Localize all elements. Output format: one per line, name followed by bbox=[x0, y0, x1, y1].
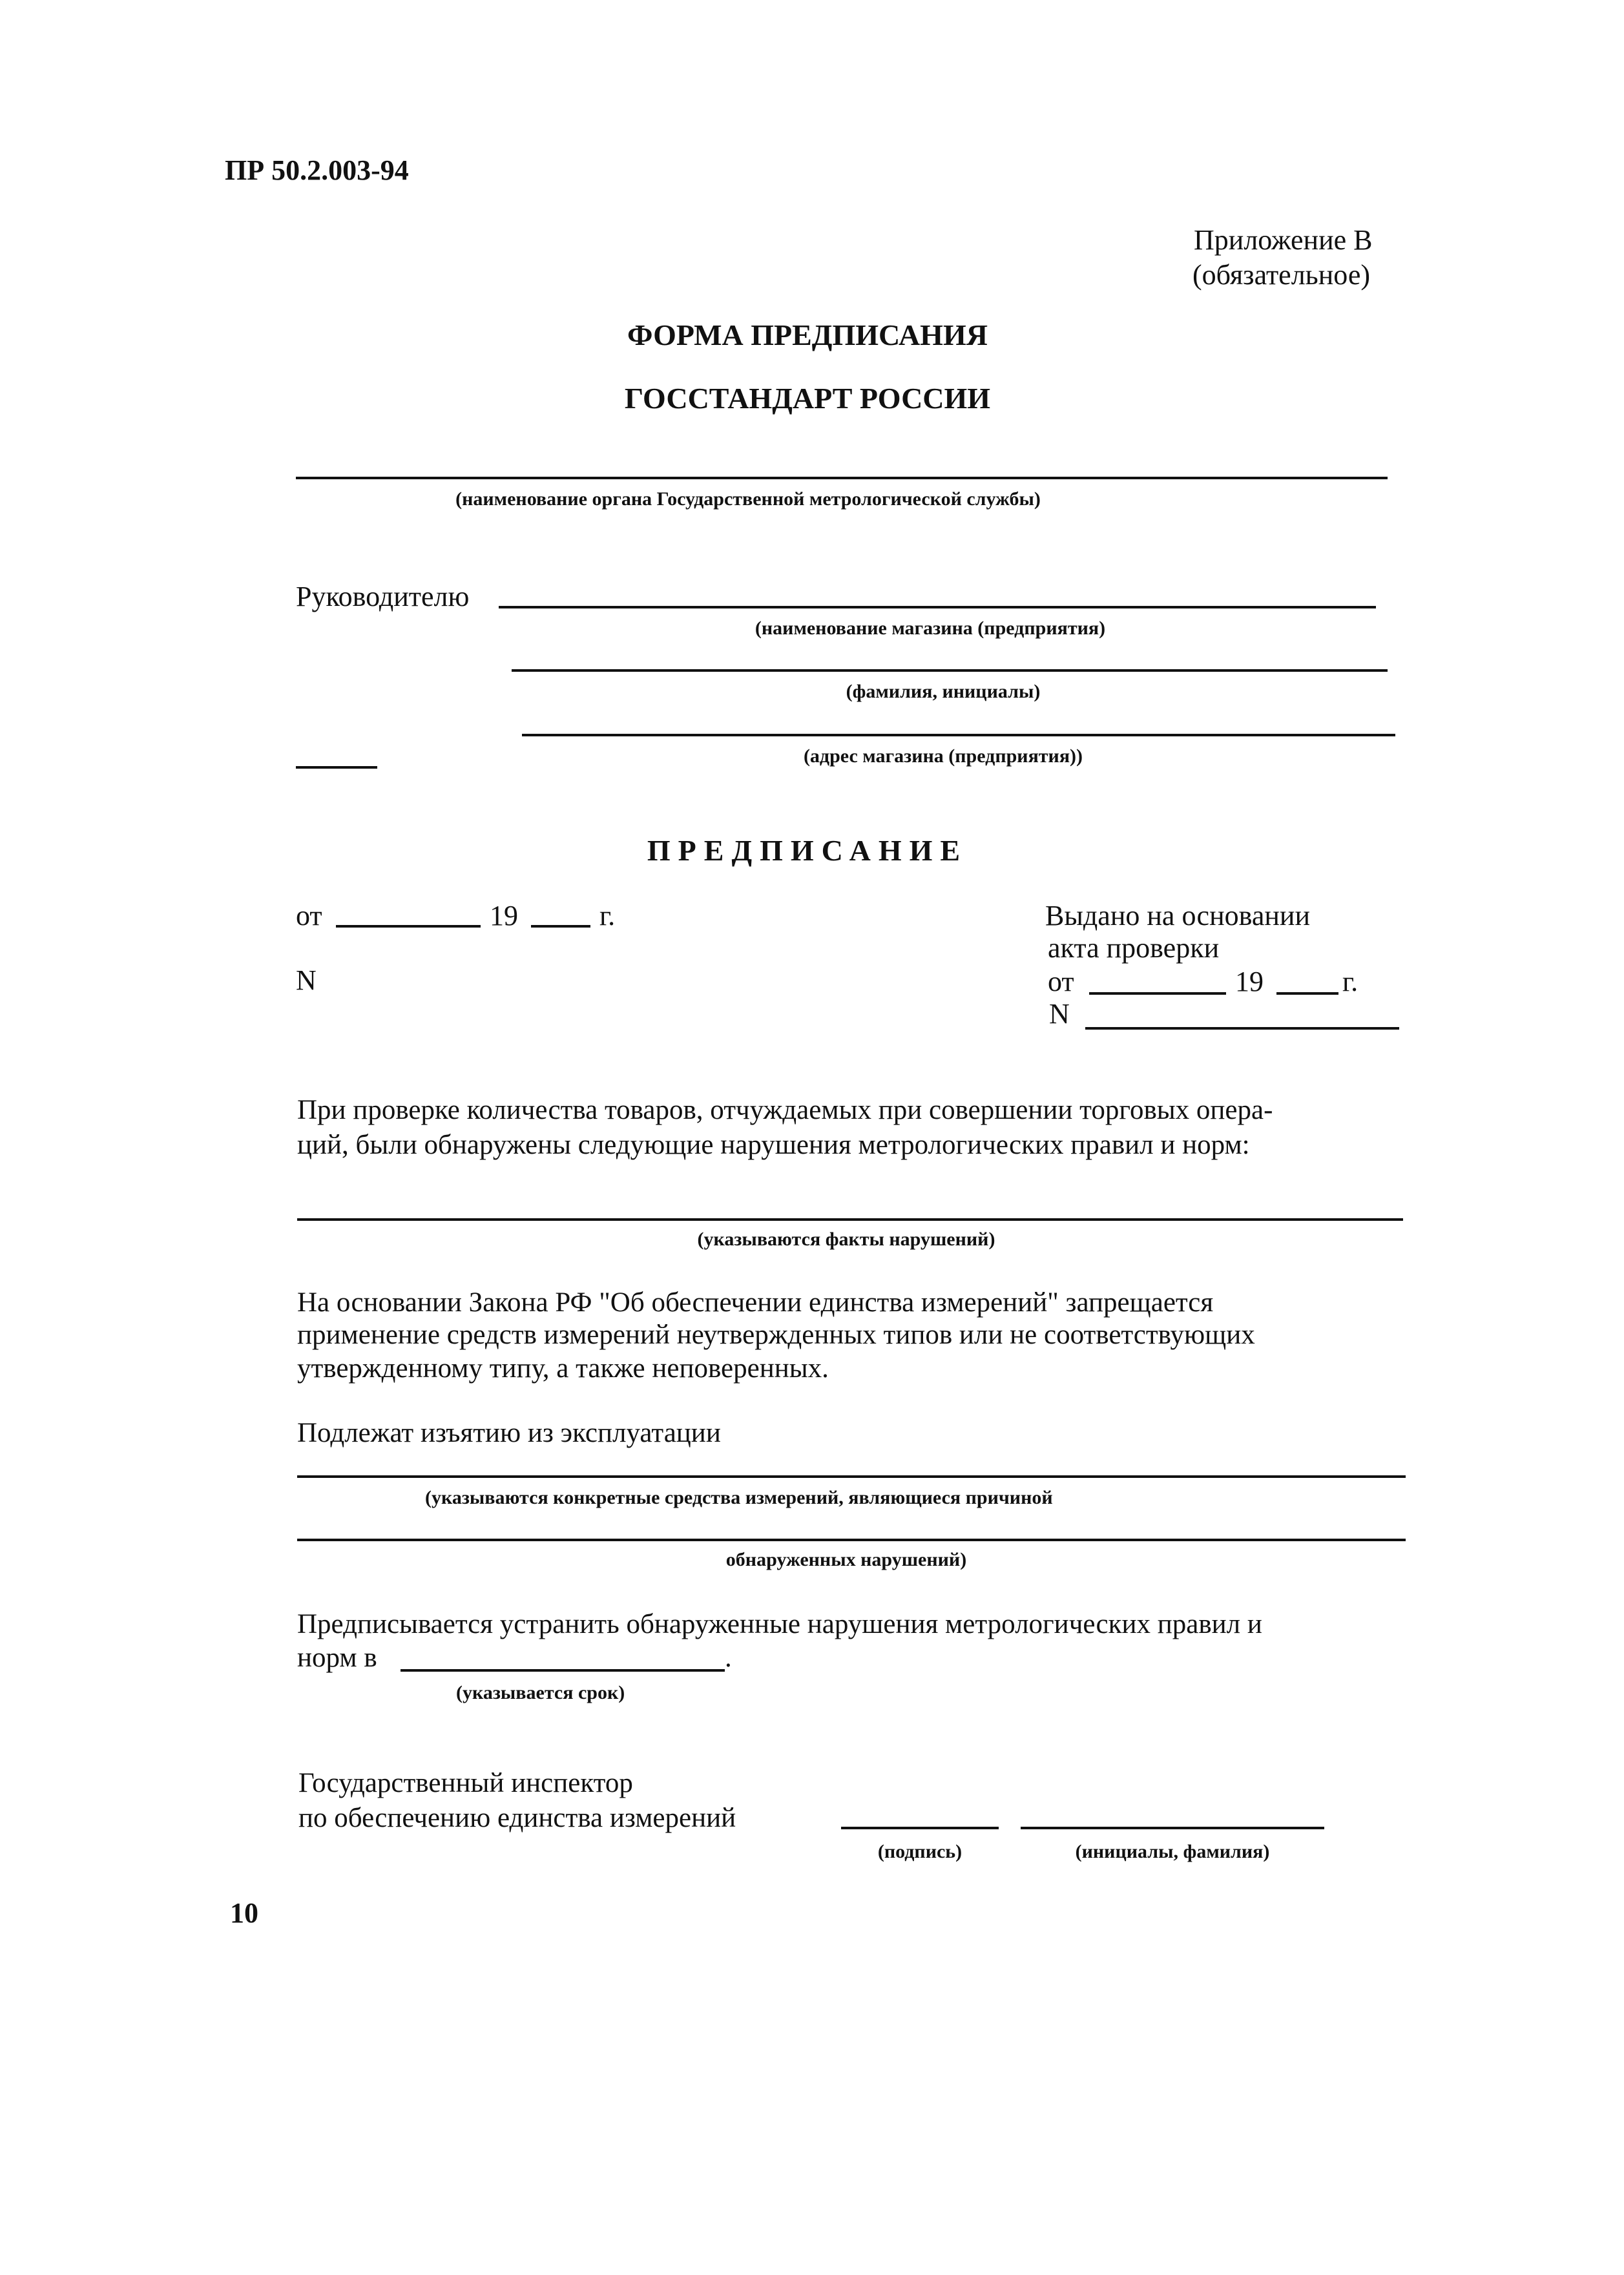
shop-name-line bbox=[499, 606, 1376, 608]
deadline-period: . bbox=[725, 1643, 732, 1673]
order-title: ПРЕДПИСАНИЕ bbox=[647, 834, 968, 867]
inspector-name-line bbox=[1021, 1827, 1324, 1829]
act-date-line bbox=[1089, 992, 1226, 995]
signature-line bbox=[841, 1827, 999, 1829]
order-date-from: от bbox=[296, 900, 322, 931]
page-number: 10 bbox=[230, 1897, 258, 1929]
deadline-line bbox=[401, 1669, 725, 1672]
order-date-century: 19 bbox=[490, 900, 518, 931]
appendix-status: (обязательное) bbox=[1192, 259, 1370, 291]
signature-caption: (подпись) bbox=[877, 1841, 963, 1862]
violations-line bbox=[297, 1218, 1403, 1221]
manager-name-line bbox=[512, 669, 1388, 672]
withdrawal-heading: Подлежат изъятию из эксплуатации bbox=[297, 1418, 721, 1448]
act-date-century: 19 bbox=[1235, 966, 1264, 997]
short-dash-line bbox=[296, 766, 377, 769]
deadline-caption: (указывается срок) bbox=[456, 1682, 625, 1703]
act-date-year-suffix: г. bbox=[1342, 966, 1359, 997]
inspector-title-line-1: Государственный инспектор bbox=[298, 1768, 633, 1798]
manager-name-caption: (фамилия, инициалы) bbox=[846, 681, 1041, 702]
violations-caption: (указываются факты нарушений) bbox=[697, 1229, 995, 1250]
act-year-line bbox=[1276, 992, 1338, 995]
withdrawal-line-2 bbox=[297, 1539, 1406, 1541]
order-date-year-suffix: г. bbox=[599, 900, 616, 931]
addressee-label: Руководителю bbox=[296, 581, 470, 612]
inspector-name-caption: (инициалы, фамилия) bbox=[1075, 1841, 1270, 1862]
address-line bbox=[522, 734, 1395, 736]
shop-name-caption: (наименование магазина (предприятия) bbox=[755, 618, 1106, 639]
order-year-line bbox=[531, 925, 590, 928]
act-number-line bbox=[1085, 1027, 1399, 1030]
org-name-line bbox=[296, 477, 1388, 479]
withdrawal-caption-1: (указываются конкретные средства измерений, являющиеся причиной bbox=[425, 1487, 1053, 1508]
deadline-prefix: норм в bbox=[297, 1643, 377, 1673]
act-date-from: от bbox=[1048, 966, 1074, 997]
address-caption: (адрес магазина (предприятия)) bbox=[803, 745, 1083, 767]
issued-basis-label: Выдано на основании bbox=[1045, 900, 1310, 931]
order-number-label: N bbox=[296, 964, 317, 996]
paragraph-check-line-2: ций, были обнаружены следующие нарушения метрологических правил и норм: bbox=[297, 1130, 1250, 1160]
form-title: ФОРМА ПРЕДПИСАНИЯ bbox=[627, 318, 988, 351]
withdrawal-caption-2: обнаруженных нарушений) bbox=[725, 1549, 967, 1570]
appendix-label: Приложение В bbox=[1194, 224, 1373, 256]
order-date-line bbox=[336, 925, 481, 928]
act-number-label: N bbox=[1049, 998, 1070, 1030]
law-paragraph-line-3: утвержденному типу, а также неповеренных. bbox=[297, 1353, 829, 1384]
org-name-caption: (наименование органа Государственной метрологической службы) bbox=[455, 488, 1041, 510]
document-code: ПР 50.2.003-94 bbox=[225, 154, 409, 186]
org-title: ГОССТАНДАРТ РОССИИ bbox=[624, 382, 991, 415]
law-paragraph-line-2: применение средств измерений неутвержденных типов или не соответствующих bbox=[297, 1320, 1255, 1350]
withdrawal-line-1 bbox=[297, 1475, 1406, 1478]
deadline-line-1: Предписывается устранить обнаруженные нарушения метрологических правил и bbox=[297, 1609, 1262, 1639]
inspection-act-label: акта проверки bbox=[1048, 932, 1220, 964]
paragraph-check-line-1: При проверке количества товаров, отчуждаемых при совершении торговых опера- bbox=[297, 1095, 1273, 1125]
law-paragraph-line-1: На основании Закона РФ "Об обеспечении единства измерений" запрещается bbox=[297, 1287, 1214, 1318]
inspector-title-line-2: по обеспечению единства измерений bbox=[298, 1803, 736, 1833]
